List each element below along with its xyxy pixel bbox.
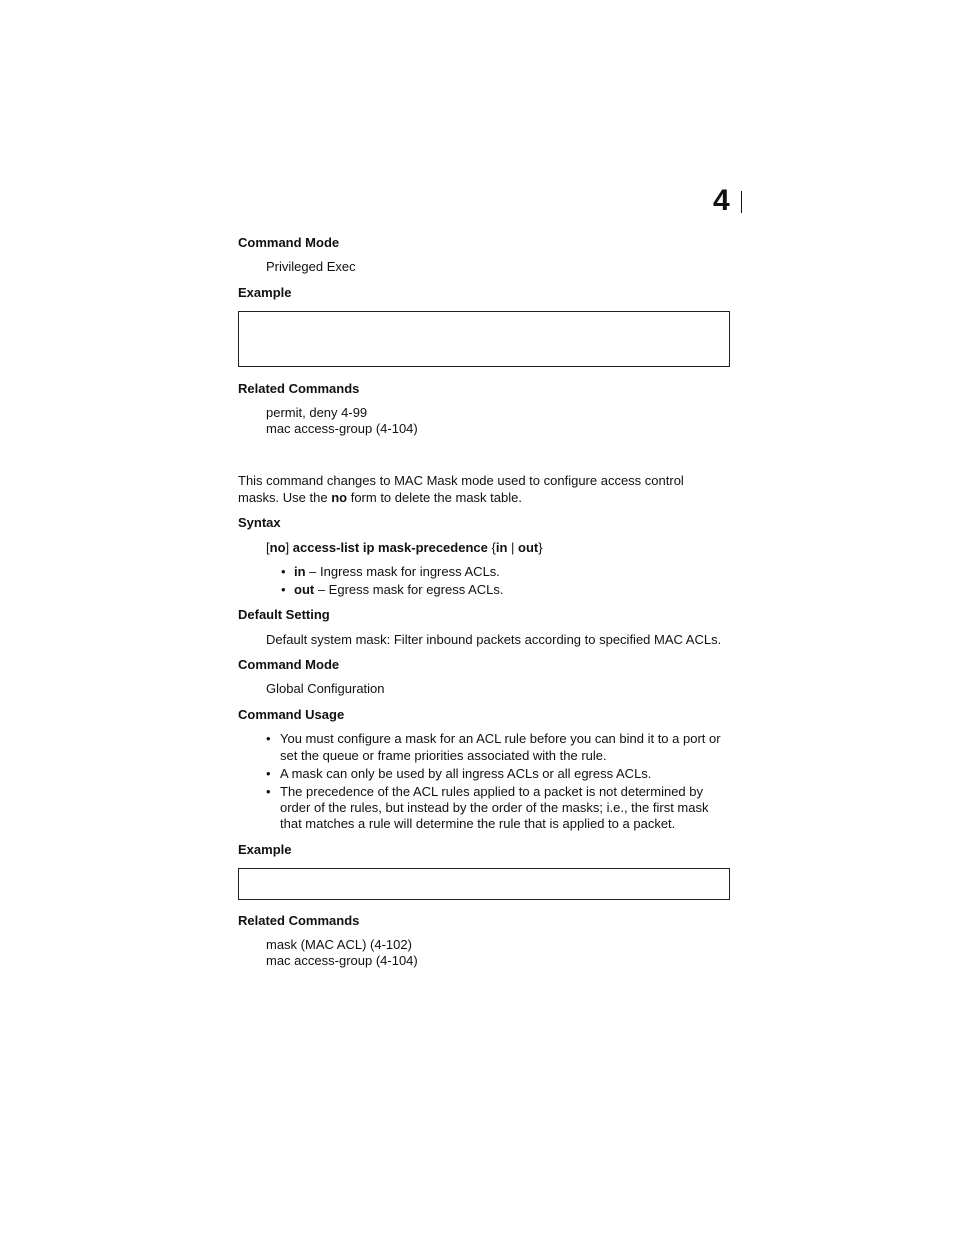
usage-item-line: The precedence of the ACL rules applied to a packet is not determined by [280, 784, 704, 799]
example-heading: Example [238, 285, 292, 300]
bullet-icon: • [266, 784, 271, 799]
default-setting-value: Default system mask: Filter inbound packets according to specified MAC ACLs. [266, 632, 722, 647]
description-line: masks. Use the no form to delete the mask table. [238, 490, 522, 505]
example-code-box [238, 868, 730, 900]
example-code-box [238, 311, 730, 367]
bullet-icon: • [266, 766, 271, 781]
description-line: This command changes to MAC Mask mode used to configure access control [238, 473, 684, 488]
bullet-icon: • [281, 582, 286, 597]
syntax-command: access-list ip mask-precedence [292, 540, 488, 555]
no-keyword: no [331, 490, 348, 505]
usage-item-line: A mask can only be used by all ingress ACLs or all egress ACLs. [280, 766, 652, 781]
related-command-link[interactable]: permit, deny 4-99 [266, 405, 368, 420]
bullet-icon: • [266, 731, 271, 746]
command-mode-value: Global Configuration [266, 681, 385, 696]
usage-item-line: You must configure a mask for an ACL rule before you can bind it to a port or [280, 731, 721, 746]
usage-item-line: order of the rules, but instead by the order of the masks; i.e., the first mask [280, 800, 709, 815]
example-heading: Example [238, 842, 292, 857]
command-mode-value: Privileged Exec [266, 259, 356, 274]
related-command-link[interactable]: mac access-group (4-104) [266, 953, 418, 968]
command-mode-heading: Command Mode [238, 657, 340, 672]
syntax-heading: Syntax [238, 515, 281, 530]
command-mode-heading: Command Mode [238, 235, 340, 250]
related-commands-heading: Related Commands [238, 913, 360, 928]
command-usage-heading: Command Usage [238, 707, 345, 722]
bullet-icon: • [281, 564, 286, 579]
param-item: in – Ingress mask for ingress ACLs. [294, 564, 500, 579]
usage-item-line: that matches a rule will determine the rule that is applied to a packet. [280, 816, 676, 831]
usage-item-line: set the queue or frame priorities associated with the rule. [280, 748, 607, 763]
related-command-link[interactable]: mac access-group (4-104) [266, 421, 418, 436]
related-commands-heading: Related Commands [238, 381, 360, 396]
syntax-line: [no] access-list ip mask-precedence {in | out} [266, 540, 543, 555]
param-item: out – Egress mask for egress ACLs. [294, 582, 504, 597]
default-setting-heading: Default Setting [238, 607, 330, 622]
chapter-number: 4 [713, 184, 730, 217]
chapter-marker-rule [741, 191, 742, 213]
related-command-link[interactable]: mask (MAC ACL) (4-102) [266, 937, 412, 952]
